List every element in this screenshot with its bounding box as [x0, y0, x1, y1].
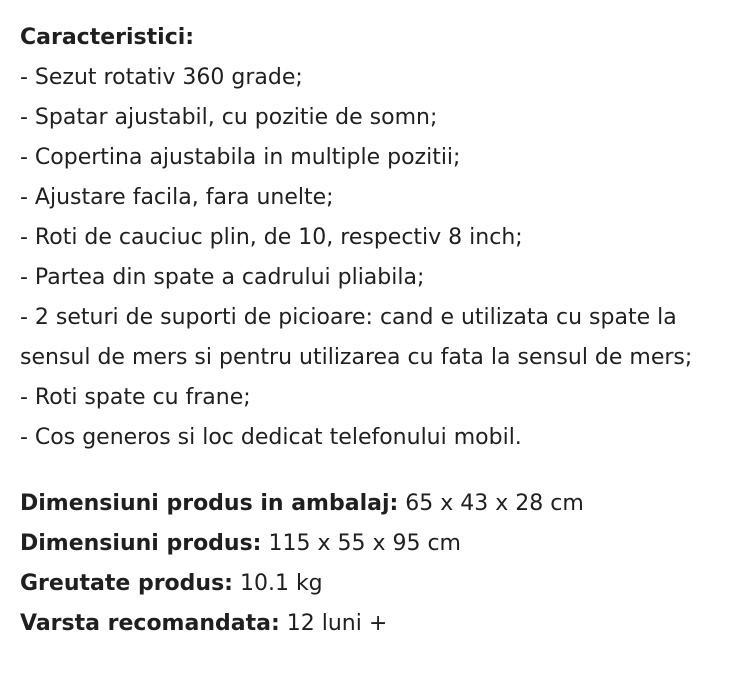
- feature-item: - Cos generos si loc dedicat telefonului mobil.: [20, 425, 522, 450]
- features-list: [20, 58, 722, 458]
- spec-value: 10.1 kg: [232, 571, 323, 596]
- feature-item: - Roti spate cu frane;: [20, 385, 251, 410]
- feature-item: - Sezut rotativ 360 grade;: [20, 65, 303, 90]
- spec-label: Dimensiuni produs:: [20, 531, 262, 556]
- spec-value: 12 luni +: [279, 611, 388, 636]
- feature-item: - 2 seturi de suporti de picioare: cand e utilizata cu spate la sensul de mers si pentru utilizarea cu fata la sensul de mers;: [20, 305, 693, 370]
- spec-label: Dimensiuni produs in ambalaj:: [20, 491, 399, 516]
- spec-label: Varsta recomandata:: [20, 611, 280, 636]
- specifications: [20, 484, 722, 644]
- characteristics-heading: Caracteristici:: [20, 25, 195, 50]
- spec-label: Greutate produs:: [20, 571, 233, 596]
- spec-row-product-dimensions: [20, 524, 722, 564]
- spec-row-recommended-age: [20, 604, 722, 644]
- spec-value: 115 x 55 x 95 cm: [261, 531, 461, 556]
- feature-item: - Roti de cauciuc plin, de 10, respectiv 8 inch;: [20, 225, 523, 250]
- spec-value: 65 x 43 x 28 cm: [398, 491, 584, 516]
- feature-item: - Partea din spate a cadrului pliabila;: [20, 265, 425, 290]
- feature-item: - Spatar ajustabil, cu pozitie de somn;: [20, 105, 438, 130]
- feature-item: - Copertina ajustabila in multiple pozitii;: [20, 145, 461, 170]
- spec-row-weight: [20, 564, 722, 604]
- feature-item: - Ajustare facila, fara unelte;: [20, 185, 334, 210]
- spec-row-package-dimensions: [20, 484, 722, 524]
